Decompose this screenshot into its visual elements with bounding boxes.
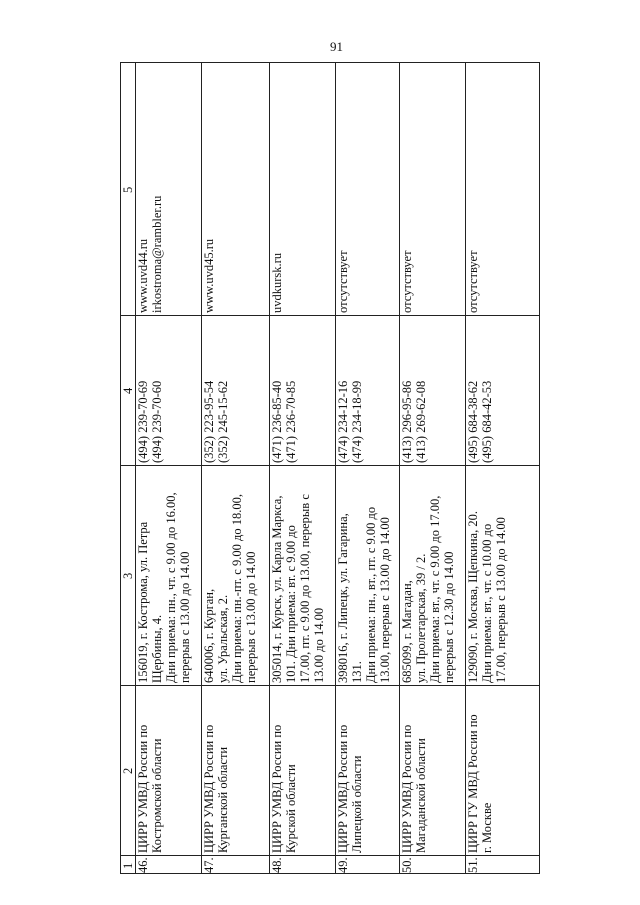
header-cell-5 — [121, 187, 135, 193]
org-name-line: ЦИРР УМВД России по — [136, 724, 150, 853]
address-hours — [270, 494, 326, 683]
address-hours-line: 13.00 до 14.00 — [312, 607, 326, 683]
row-number — [336, 857, 350, 873]
address-hours-line: 398016, г. Липецк, ул. Гагарина, — [336, 513, 350, 683]
website-email-line: www.uvd44.ru — [136, 238, 150, 313]
org-name-line: ЦИРР УМВД России по — [202, 724, 216, 853]
header-cell-4-line: 4 — [121, 387, 135, 394]
row-number — [400, 857, 414, 873]
org-name-line: Магаданской области — [414, 738, 428, 853]
row-number — [270, 857, 284, 873]
header-cell-1-line: 1 — [121, 862, 135, 869]
org-name-line: Курганской области — [216, 746, 230, 853]
address-hours — [136, 492, 192, 683]
phone-numbers-line: (413) 296-95-86 — [400, 380, 414, 463]
phone-numbers-line: (471) 236-85-40 — [270, 380, 284, 463]
website-email-line: www.uvd45.ru — [202, 238, 216, 313]
address-hours-line: 17.00, пт. с 9.00 до 13.00, перерыв с — [298, 494, 312, 683]
row-number-line: 51. — [466, 857, 480, 873]
phone-numbers-line: (352) 223-95-54 — [202, 380, 216, 463]
website-email — [136, 196, 164, 313]
page-number: 91 — [330, 39, 343, 54]
address-hours-line: 13.00, перерыв с 13.00 до 14.00 — [378, 517, 392, 683]
address-hours-line: 305014, г. Курск, ул. Карла Маркса, — [270, 495, 284, 683]
phone-numbers-line: (494) 239-70-69 — [136, 380, 150, 463]
address-hours-line: 17.00, перерыв с 13.00 до 14.00 — [494, 517, 508, 683]
website-email-line: отсутствует — [400, 250, 414, 313]
org-name — [336, 725, 364, 853]
org-name-line: г. Москве — [480, 802, 494, 853]
header-cell-5-line: 5 — [121, 186, 135, 193]
org-name — [270, 725, 298, 853]
row-number — [466, 857, 480, 873]
address-hours-line: 129090, г. Москва, Щепкина, 20. — [466, 511, 480, 683]
phone-numbers — [336, 381, 364, 463]
phone-numbers — [270, 381, 298, 463]
row-number-line: 47. — [202, 857, 216, 873]
phone-numbers-line: (494) 239-70-60 — [150, 380, 164, 463]
row-number — [136, 857, 150, 873]
address-hours-line: Дни приема: пн.-пт. с 9.00 до 18.00, — [230, 494, 244, 683]
website-email — [466, 250, 480, 313]
address-hours — [466, 511, 508, 683]
website-email-line: отсутствует — [336, 250, 350, 313]
phone-numbers — [202, 381, 230, 463]
phone-numbers-line: (413) 269-62-08 — [414, 380, 428, 463]
address-hours-line: перерыв с 13.00 до 14.00 — [178, 551, 192, 683]
address-hours-line: Дни приема: вт., чт. с 10.00 до — [480, 523, 494, 683]
org-name-line: ЦИРР УМВД России по — [270, 724, 284, 853]
website-email — [400, 250, 414, 313]
address-hours-line: Дни приема: пн., чт. с 9.00 до 16.00, — [164, 492, 178, 683]
org-name — [400, 725, 428, 853]
contacts-table — [120, 62, 540, 874]
org-name-line: Костромской области — [150, 738, 164, 853]
org-name — [202, 725, 230, 853]
row-number-line: 49. — [336, 857, 350, 873]
row-number-line: 50. — [400, 857, 414, 873]
org-name-line: ЦИРР УМВД России по — [400, 724, 414, 853]
org-name — [466, 714, 494, 853]
address-hours-line: 685099, г. Магадан, — [400, 580, 414, 683]
address-hours-line: 101. Дни приема: вт. с 9.00 до — [284, 525, 298, 683]
address-hours-line: перерыв с 13.00 до 14.00 — [244, 551, 258, 683]
website-email-line: uvdkursk.ru — [270, 252, 284, 313]
website-email — [336, 250, 350, 313]
address-hours-line: Дни приема: вт., чт. с 9.00 до 17.00, — [428, 495, 442, 683]
phone-numbers — [400, 381, 428, 463]
header-cell-3-line: 3 — [121, 572, 135, 579]
website-email-line: отсутствует — [466, 250, 480, 313]
address-hours — [336, 507, 392, 683]
phone-numbers-line: (474) 234-18-99 — [350, 380, 364, 463]
website-email-line: irkostroma@rambler.ru — [150, 195, 164, 313]
address-hours-line: ул. Уральская, 2. — [216, 594, 230, 683]
address-hours-line: Щербины, 4. — [150, 614, 164, 683]
row-number-line: 46. — [136, 857, 150, 873]
org-name — [136, 725, 164, 853]
address-hours-line: перерыв с 12.30 до 14.00 — [442, 551, 456, 683]
phone-numbers-line: (495) 684-38-62 — [466, 380, 480, 463]
column-divider — [121, 315, 539, 316]
website-email — [202, 239, 216, 313]
address-hours-line: 131. — [350, 661, 364, 683]
phone-numbers-line: (352) 245-15-62 — [216, 380, 230, 463]
phone-numbers — [466, 381, 494, 463]
phone-numbers-line: (474) 234-12-16 — [336, 380, 350, 463]
header-cell-1 — [121, 863, 135, 869]
address-hours — [400, 496, 456, 683]
website-email — [270, 253, 284, 313]
row-number — [202, 857, 216, 873]
address-hours-line: ул. Пролетарская, 39 / 2. — [414, 553, 428, 683]
column-divider — [121, 465, 539, 466]
address-hours-line: 156019, г. Кострома, ул. Петра — [136, 521, 150, 683]
address-hours — [202, 494, 258, 683]
org-name-line: Курской области — [284, 764, 298, 853]
phone-numbers-line: (471) 236-70-85 — [284, 380, 298, 463]
column-divider — [121, 855, 539, 856]
phone-numbers — [136, 381, 164, 463]
header-cell-4 — [121, 388, 135, 394]
org-name-line: ЦИРР ГУ МВД России по — [466, 714, 480, 853]
header-cell-3 — [121, 573, 135, 579]
phone-numbers-line: (495) 684-42-53 — [480, 380, 494, 463]
org-name-line: ЦИРР УМВД России по — [336, 724, 350, 853]
address-hours-line: Дни приема: пн., вт., пт. с 9.00 до — [364, 506, 378, 683]
header-cell-2 — [121, 768, 135, 774]
row-number-line: 48. — [270, 857, 284, 873]
header-cell-2-line: 2 — [121, 767, 135, 774]
address-hours-line: 640006, г. Курган, — [202, 588, 216, 683]
org-name-line: Липецкой области — [350, 755, 364, 853]
column-divider — [121, 685, 539, 686]
